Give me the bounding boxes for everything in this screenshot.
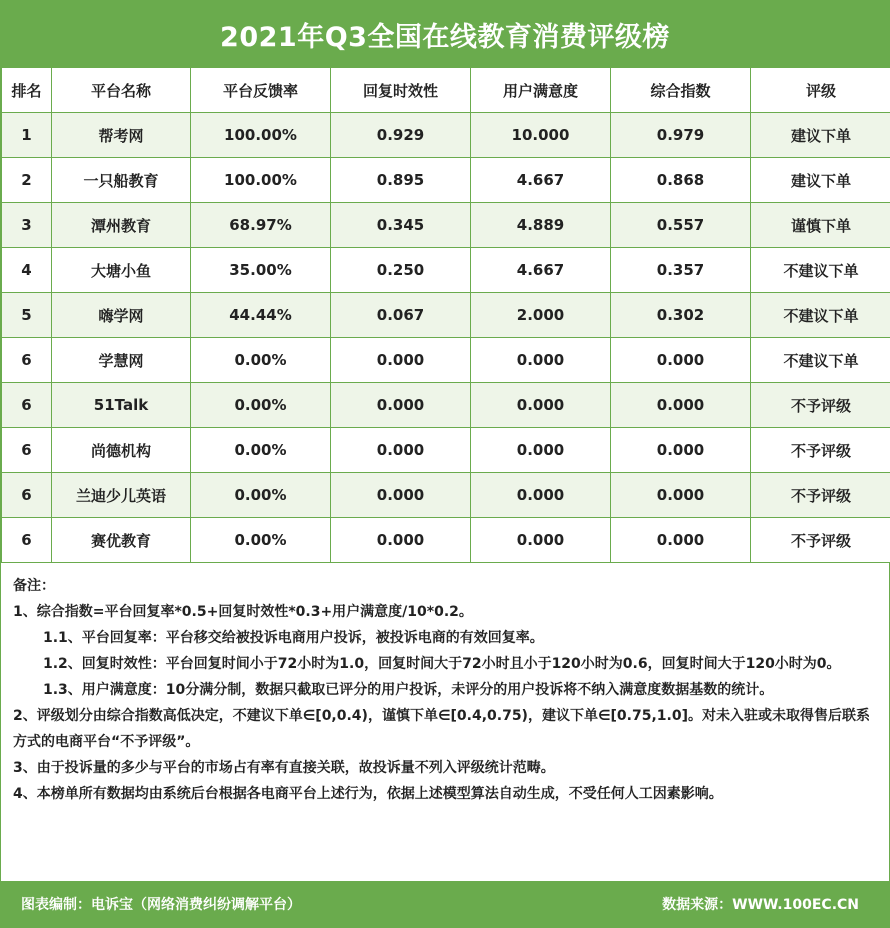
cell-composite-index: 0.000 (611, 428, 751, 473)
cell-feedback-rate: 35.00% (191, 248, 331, 293)
cell-platform: 赛优教育 (52, 518, 191, 563)
cell-platform: 兰迪少儿英语 (52, 473, 191, 518)
cell-reply-timeliness: 0.000 (331, 338, 471, 383)
col-header-rating: 评级 (751, 68, 890, 113)
table-row (2, 518, 890, 563)
note-1-3: 1.3、用户满意度：10分满分制，数据只截取已评分的用户投诉，未评分的用户投诉将不纳入满意度数据基数的统计。 (43, 682, 774, 698)
cell-rank: 6 (2, 518, 52, 563)
cell-rank: 5 (2, 293, 52, 338)
cell-reply-timeliness: 0.345 (331, 203, 471, 248)
cell-rank: 4 (2, 248, 52, 293)
cell-composite-index: 0.557 (611, 203, 751, 248)
table-row (2, 428, 890, 473)
col-header-platform: 平台名称 (52, 68, 191, 113)
cell-platform: 帮考网 (52, 113, 191, 158)
table-row (2, 293, 890, 338)
note-1-1: 1.1、平台回复率：平台移交给被投诉电商用户投诉，被投诉电商的有效回复率。 (43, 630, 544, 646)
cell-composite-index: 0.000 (611, 383, 751, 428)
cell-composite-index: 0.000 (611, 338, 751, 383)
cell-reply-timeliness: 0.000 (331, 383, 471, 428)
cell-reply-timeliness: 0.250 (331, 248, 471, 293)
cell-rank: 3 (2, 203, 52, 248)
cell-rank: 6 (2, 338, 52, 383)
table-row (2, 203, 890, 248)
cell-satisfaction: 4.667 (471, 248, 611, 293)
table-header-row (2, 68, 890, 113)
cell-satisfaction: 2.000 (471, 293, 611, 338)
notes-section (1, 563, 889, 807)
cell-rating: 不予评级 (751, 428, 890, 473)
cell-satisfaction: 4.667 (471, 158, 611, 203)
cell-rank: 2 (2, 158, 52, 203)
footer-source: 数据来源：WWW.100EC.CN (662, 897, 859, 913)
cell-rank: 1 (2, 113, 52, 158)
cell-reply-timeliness: 0.000 (331, 518, 471, 563)
col-header-satisfaction: 用户满意度 (471, 68, 611, 113)
cell-satisfaction: 0.000 (471, 428, 611, 473)
cell-composite-index: 0.979 (611, 113, 751, 158)
cell-satisfaction: 0.000 (471, 383, 611, 428)
cell-feedback-rate: 0.00% (191, 473, 331, 518)
cell-feedback-rate: 100.00% (191, 158, 331, 203)
cell-platform: 51Talk (52, 383, 191, 428)
cell-satisfaction: 4.889 (471, 203, 611, 248)
cell-satisfaction: 10.000 (471, 113, 611, 158)
note-1-2: 1.2、回复时效性：平台回复时间小于72小时为1.0，回复时间大于72小时且小于120小时为0.6，回复时间大于120小时为0。 (43, 656, 841, 672)
col-header-feedback-rate: 平台反馈率 (191, 68, 331, 113)
note-1: 1、综合指数=平台回复率*0.5+回复时效性*0.3+用户满意度/10*0.2。 (13, 604, 473, 620)
table-row (2, 383, 890, 428)
cell-platform: 一只船教育 (52, 158, 191, 203)
cell-composite-index: 0.302 (611, 293, 751, 338)
cell-rank: 6 (2, 383, 52, 428)
footer-bar (1, 881, 889, 927)
cell-composite-index: 0.000 (611, 518, 751, 563)
cell-composite-index: 0.868 (611, 158, 751, 203)
table-row (2, 158, 890, 203)
cell-rating: 不建议下单 (751, 293, 890, 338)
cell-reply-timeliness: 0.895 (331, 158, 471, 203)
cell-platform: 尚德机构 (52, 428, 191, 473)
cell-satisfaction: 0.000 (471, 338, 611, 383)
cell-feedback-rate: 0.00% (191, 518, 331, 563)
cell-platform: 大塘小鱼 (52, 248, 191, 293)
col-header-composite-index: 综合指数 (611, 68, 751, 113)
cell-rating: 不予评级 (751, 518, 890, 563)
cell-feedback-rate: 0.00% (191, 383, 331, 428)
cell-satisfaction: 0.000 (471, 473, 611, 518)
cell-reply-timeliness: 0.067 (331, 293, 471, 338)
cell-platform: 潭州教育 (52, 203, 191, 248)
table-row (2, 473, 890, 518)
page-title: 2021年Q3全国在线教育消费评级榜 (220, 21, 670, 53)
cell-rating: 不建议下单 (751, 248, 890, 293)
cell-reply-timeliness: 0.000 (331, 428, 471, 473)
cell-composite-index: 0.000 (611, 473, 751, 518)
footer-credit: 图表编制：电诉宝（网络消费纠纷调解平台） (21, 897, 301, 913)
table-row (2, 248, 890, 293)
cell-feedback-rate: 68.97% (191, 203, 331, 248)
table-row (2, 113, 890, 158)
cell-rating: 建议下单 (751, 113, 890, 158)
note-2: 2、评级划分由综合指数高低决定，不建议下单∈[0,0.4)，谨慎下单∈[0.4,0.75)，建议下单∈[0.75,1.0]。对未入驻或未取得售后联系方式的电商平台“不予评级”。 (13, 708, 870, 750)
cell-rating: 不予评级 (751, 473, 890, 518)
cell-rank: 6 (2, 473, 52, 518)
cell-rating: 建议下单 (751, 158, 890, 203)
cell-composite-index: 0.357 (611, 248, 751, 293)
cell-feedback-rate: 0.00% (191, 428, 331, 473)
col-header-rank: 排名 (2, 68, 52, 113)
col-header-reply-timeliness: 回复时效性 (331, 68, 471, 113)
note-3: 3、由于投诉量的多少与平台的市场占有率有直接关联，故投诉量不列入评级统计范畴。 (13, 760, 555, 776)
cell-rank: 6 (2, 428, 52, 473)
cell-feedback-rate: 0.00% (191, 338, 331, 383)
cell-reply-timeliness: 0.000 (331, 473, 471, 518)
cell-platform: 嗨学网 (52, 293, 191, 338)
cell-rating: 谨慎下单 (751, 203, 890, 248)
cell-reply-timeliness: 0.929 (331, 113, 471, 158)
cell-satisfaction: 0.000 (471, 518, 611, 563)
ranking-table (1, 67, 890, 563)
cell-feedback-rate: 100.00% (191, 113, 331, 158)
cell-platform: 学慧网 (52, 338, 191, 383)
note-4: 4、本榜单所有数据均由系统后台根据各电商平台上述行为，依据上述模型算法自动生成，不受任何人工因素影响。 (13, 786, 723, 802)
notes-heading: 备注： (13, 578, 55, 594)
cell-rating: 不建议下单 (751, 338, 890, 383)
title-bar (1, 1, 889, 67)
table-row (2, 338, 890, 383)
cell-rating: 不予评级 (751, 383, 890, 428)
cell-feedback-rate: 44.44% (191, 293, 331, 338)
